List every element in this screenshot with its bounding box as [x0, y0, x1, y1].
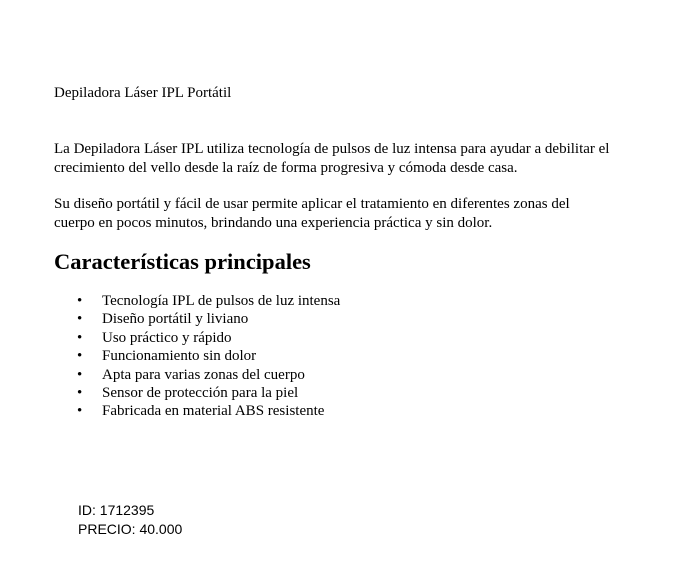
feature-text: Tecnología IPL de pulsos de luz intensa — [102, 293, 341, 309]
feature-item — [54, 384, 614, 402]
product-id: ID: 1712395 — [78, 502, 155, 518]
feature-item — [54, 347, 614, 365]
feature-text: Fabricada en material ABS resistente — [102, 403, 325, 420]
feature-item — [54, 292, 614, 310]
feature-item — [54, 402, 614, 420]
bullet-icon: • — [77, 366, 83, 383]
features-heading: Características principales — [54, 249, 311, 274]
bullet-icon: • — [77, 403, 83, 420]
feature-item — [54, 310, 614, 328]
bullet-icon: • — [77, 329, 83, 346]
feature-text: Apta para varias zonas del cuerpo — [102, 366, 305, 383]
bullet-icon: • — [77, 348, 83, 365]
feature-item — [54, 329, 614, 347]
bullet-icon: • — [77, 311, 83, 328]
feature-text: Uso práctico y rápido — [102, 329, 232, 346]
product-title: Depiladora Láser IPL Portátil — [54, 85, 232, 101]
feature-text: Funcionamiento sin dolor — [102, 348, 257, 365]
product-price: PRECIO: 40.000 — [78, 521, 183, 537]
feature-text: Diseño portátil y liviano — [102, 311, 249, 328]
bullet-icon: • — [77, 385, 83, 402]
features-list — [54, 292, 614, 421]
document-body — [54, 84, 614, 421]
description-paragraph-2: Su diseño portátil y fácil de usar permite aplicar el tratamiento en diferentes zonas del cuerpo en pocos minutos, brindando una experiencia práctica y sin dolor. — [54, 196, 570, 231]
bullet-icon: • — [77, 293, 83, 309]
feature-item — [54, 366, 614, 384]
description-paragraph-1: La Depiladora Láser IPL utiliza tecnología de pulsos de luz intensa para ayudar a debilitar el crecimiento del vello desde la raíz de forma progresiva y cómoda desde casa. — [54, 141, 610, 176]
feature-text: Sensor de protección para la piel — [102, 385, 299, 402]
product-meta — [78, 501, 182, 539]
